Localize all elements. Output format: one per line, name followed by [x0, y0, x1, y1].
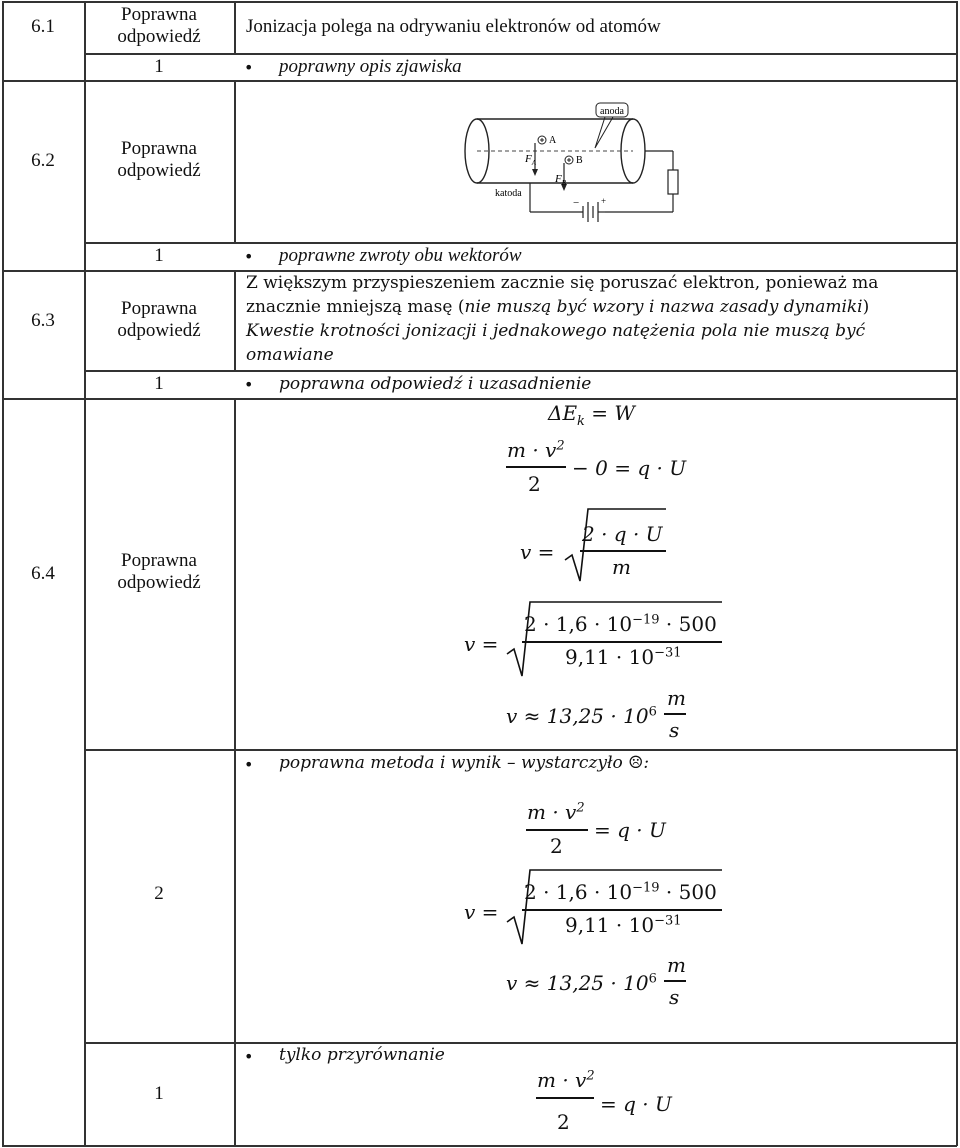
label-line-2: odpowiedź: [117, 320, 201, 341]
battery-minus: −: [573, 197, 580, 209]
b-eq2-fraction-bar: [522, 909, 722, 911]
bullet: •: [244, 58, 254, 77]
force-a-label: $F_A$: [525, 153, 537, 167]
eq3-numerator: 2 · q · U: [582, 522, 663, 546]
b-eq3-unit-num: m: [667, 953, 686, 977]
score-6-3: 1: [154, 373, 164, 394]
c-eq-numerator: $m \cdot v^2$: [537, 1068, 595, 1092]
row-number-6-2: 6.2: [31, 150, 55, 171]
answer-6-3-line-3: Kwestie krotności jonizacji i jednakowego natężenia pola nie muszą być: [246, 321, 866, 341]
c-eq-rhs: = q · U: [600, 1092, 672, 1116]
score-6-1: 1: [154, 56, 164, 77]
answer-6-1: Jonizacja polega na odrywaniu elektronów od atomów: [246, 16, 661, 37]
label-line-2: odpowiedź: [117, 26, 201, 47]
equation-energy-work: $\Delta E_k = W$: [548, 401, 635, 429]
eq5-unit-bar: [664, 713, 686, 715]
answer-6-3-line-4: omawiane: [246, 345, 334, 365]
point-b-label: B: [576, 155, 583, 166]
label-line-1: Poprawna: [121, 4, 197, 25]
answer-6-3-line-2: znacznie mniejszą masę (nie muszą być wzory i nazwa zasady dynamiki): [246, 297, 870, 317]
criterion-6-4-method: poprawna metoda i wynik – wystarczyło ☹:: [279, 753, 650, 773]
eq3-lhs: v =: [520, 540, 555, 564]
b-eq2-numerator: $2 \cdot 1,6 \cdot 10^{-19} \cdot 500$: [524, 880, 717, 904]
b-eq1-denominator: 2: [550, 834, 563, 858]
label-line-1: Poprawna: [121, 550, 197, 571]
eq4-numerator: $2 \cdot 1,6 \cdot 10^{-19} \cdot 500$: [524, 612, 717, 636]
eq5-result: $v \approx 13,25 \cdot 10^6$: [506, 704, 657, 728]
b-eq3-unit-bar: [664, 980, 686, 982]
bullet: •: [244, 755, 254, 774]
score-6-4-method: 2: [154, 883, 164, 904]
row-label-6-1: [84, 4, 234, 48]
row-label-6-3: [84, 298, 234, 342]
bullet: •: [244, 247, 254, 266]
bullet: •: [244, 375, 254, 394]
eq5-unit-num: m: [667, 686, 686, 710]
c-eq-fraction-bar: [536, 1097, 594, 1099]
criterion-6-1: poprawny opis zjawiska: [279, 56, 462, 77]
cathode-anode-diagram: [455, 96, 700, 226]
eq2-fraction-bar: [506, 466, 566, 468]
eq4-lhs: v =: [464, 632, 499, 656]
label-line-2: odpowiedź: [117, 160, 201, 181]
row-label-6-4: [84, 550, 234, 594]
label-line-2: odpowiedź: [117, 572, 201, 593]
cathode-label: katoda: [495, 188, 522, 199]
row-number-6-4: 6.4: [31, 563, 55, 584]
point-a-label: A: [549, 135, 557, 146]
criterion-6-4-equation: tylko przyrównanie: [279, 1045, 445, 1065]
row-number-6-1: 6.1: [31, 16, 55, 37]
row-number-6-3: 6.3: [31, 310, 55, 331]
row-label-6-2: [84, 138, 234, 182]
eq3-denominator: m: [612, 555, 631, 579]
criterion-6-3: poprawna odpowiedź i uzasadnienie: [279, 374, 592, 394]
b-eq2-denominator: $9,11 \cdot 10^{-31}$: [565, 913, 682, 937]
b-eq1-numerator: $m \cdot v^2$: [527, 800, 585, 824]
battery-plus: +: [601, 196, 607, 206]
answer-6-3-line-1: Z większym przyspieszeniem zacznie się poruszać elektron, ponieważ ma: [246, 273, 879, 293]
eq4-denominator: $9,11 \cdot 10^{-31}$: [565, 645, 682, 669]
eq2-numerator: $m \cdot v^2$: [507, 438, 565, 462]
eq2-denominator: 2: [528, 472, 541, 496]
criterion-6-2: poprawne zwroty obu wektorów: [279, 245, 522, 266]
eq4-fraction-bar: [522, 641, 722, 643]
force-b-label: $F_B$: [555, 173, 567, 187]
score-6-2: 1: [154, 245, 164, 266]
bullet: •: [244, 1047, 254, 1066]
c-eq-denominator: 2: [557, 1110, 570, 1134]
b-eq3-result: $v \approx 13,25 \cdot 10^6$: [506, 971, 657, 995]
score-6-4-equation: 1: [154, 1083, 164, 1104]
eq3-fraction-bar: [580, 550, 666, 552]
anode-label: anoda: [600, 106, 624, 117]
b-eq3-unit-den: s: [669, 985, 680, 1009]
b-eq2-lhs: v =: [464, 900, 499, 924]
eq2-rhs: − 0 = q · U: [572, 456, 687, 480]
label-line-1: Poprawna: [121, 298, 197, 319]
b-eq1-rhs: = q · U: [594, 818, 666, 842]
eq5-unit-den: s: [669, 718, 680, 742]
label-line-1: Poprawna: [121, 138, 197, 159]
b-eq1-fraction-bar: [526, 829, 588, 831]
